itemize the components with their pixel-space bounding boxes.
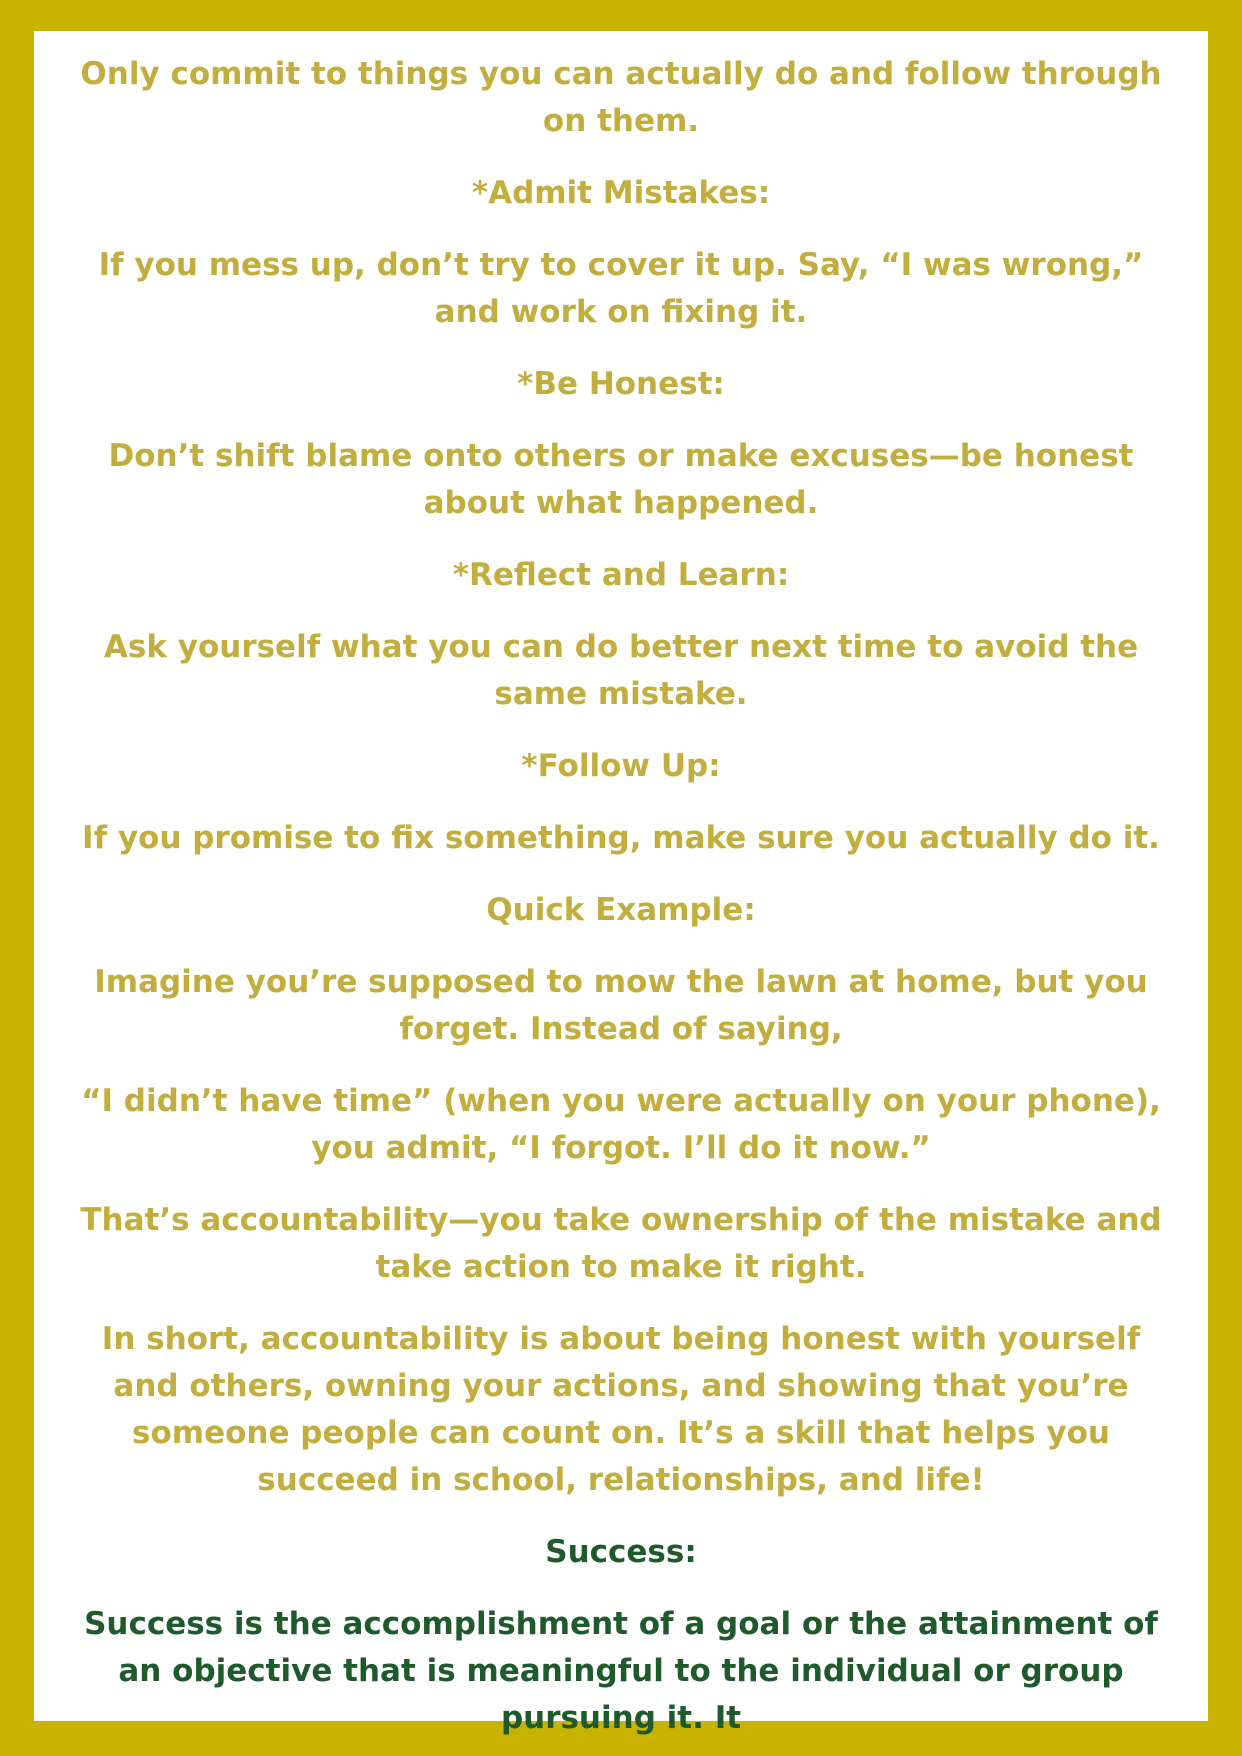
in-short-paragraph: In short, accountability is about being honest with yourself and others, owning your actions, and showing that you’re someone people can count on. It’s a skill that helps you succeed in school, relationships, and life! — [101, 1321, 1141, 1498]
success-text: Success is the accomplishment of a goal or the attainment of an objective that is meaningful to the individual or group pursuing it. It — [84, 1606, 1158, 1736]
admit-mistakes-text: If you mess up, don’t try to cover it up. Say, “I was wrong,” and work on fixing it. — [98, 247, 1144, 330]
be-honest-heading: *Be Honest: — [517, 366, 725, 402]
be-honest-text: Don’t shift blame onto others or make excuses—be honest about what happened. — [108, 438, 1134, 521]
document-page — [34, 31, 1208, 1736]
reflect-learn-text: Ask yourself what you can do better next time to avoid the same mistake. — [103, 629, 1139, 712]
example-text-2: “I didn’t have time” (when you were actually on your phone), you admit, “I forgot. I’ll do it now.” — [81, 1083, 1161, 1166]
follow-up-text: If you promise to fix something, make sure you actually do it. — [82, 820, 1160, 856]
success-heading: Success: — [545, 1534, 697, 1570]
accountability-summary: That’s accountability—you take ownership of the mistake and take action to make it right. — [80, 1202, 1162, 1285]
commitment-paragraph: Only commit to things you can actually do and follow through on them. — [80, 56, 1162, 139]
admit-mistakes-heading: *Admit Mistakes: — [471, 175, 771, 211]
reflect-learn-heading: *Reflect and Learn: — [452, 557, 790, 593]
follow-up-heading: *Follow Up: — [521, 748, 721, 784]
example-text-1: Imagine you’re supposed to mow the lawn at home, but you forget. Instead of saying, — [94, 964, 1148, 1047]
quick-example-heading: Quick Example: — [486, 892, 756, 928]
